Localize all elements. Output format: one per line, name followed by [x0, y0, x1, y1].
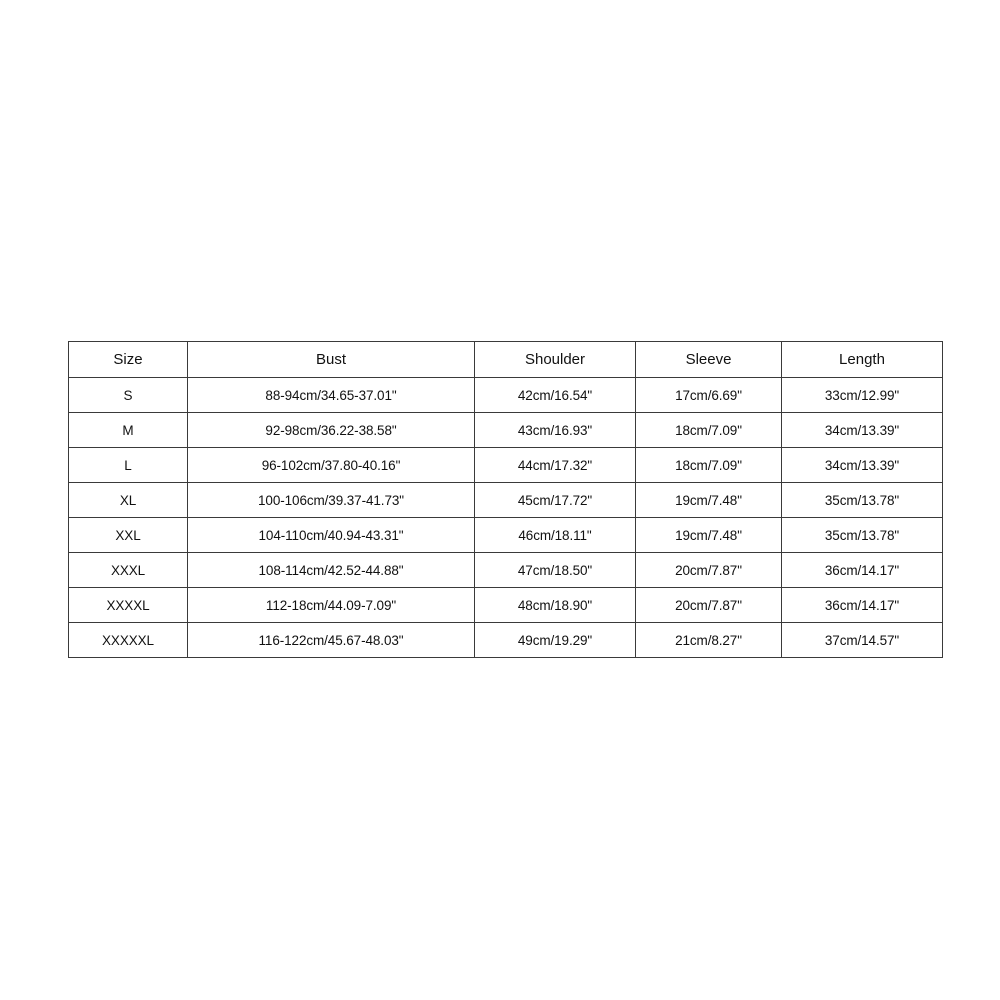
- table-row: [69, 483, 943, 518]
- table-row: [69, 588, 943, 623]
- cell-length: 35cm/13.78": [782, 518, 943, 553]
- table-row: [69, 378, 943, 413]
- header-bust: Bust: [188, 342, 475, 378]
- table-row: [69, 553, 943, 588]
- cell-length: 34cm/13.39": [782, 413, 943, 448]
- cell-shoulder: 45cm/17.72": [475, 483, 636, 518]
- cell-shoulder: 42cm/16.54": [475, 378, 636, 413]
- header-length: Length: [782, 342, 943, 378]
- cell-shoulder: 48cm/18.90": [475, 588, 636, 623]
- cell-size: M: [69, 413, 188, 448]
- table-row: [69, 413, 943, 448]
- cell-shoulder: 49cm/19.29": [475, 623, 636, 658]
- cell-sleeve: 19cm/7.48": [636, 518, 782, 553]
- cell-length: 33cm/12.99": [782, 378, 943, 413]
- cell-bust: 116-122cm/45.67-48.03": [188, 623, 475, 658]
- header-size: Size: [69, 342, 188, 378]
- cell-bust: 104-110cm/40.94-43.31": [188, 518, 475, 553]
- cell-sleeve: 18cm/7.09": [636, 448, 782, 483]
- cell-sleeve: 17cm/6.69": [636, 378, 782, 413]
- cell-shoulder: 43cm/16.93": [475, 413, 636, 448]
- table-header-row: [69, 342, 943, 378]
- cell-size: L: [69, 448, 188, 483]
- cell-size: XXXXXL: [69, 623, 188, 658]
- cell-bust: 88-94cm/34.65-37.01": [188, 378, 475, 413]
- cell-size: S: [69, 378, 188, 413]
- cell-sleeve: 19cm/7.48": [636, 483, 782, 518]
- table-row: [69, 448, 943, 483]
- cell-length: 35cm/13.78": [782, 483, 943, 518]
- cell-sleeve: 21cm/8.27": [636, 623, 782, 658]
- table-row: [69, 623, 943, 658]
- cell-sleeve: 20cm/7.87": [636, 588, 782, 623]
- cell-sleeve: 18cm/7.09": [636, 413, 782, 448]
- cell-shoulder: 46cm/18.11": [475, 518, 636, 553]
- table-row: [69, 518, 943, 553]
- header-sleeve: Sleeve: [636, 342, 782, 378]
- size-chart-table: [68, 341, 943, 658]
- cell-bust: 108-114cm/42.52-44.88": [188, 553, 475, 588]
- cell-bust: 112-18cm/44.09-7.09": [188, 588, 475, 623]
- header-shoulder: Shoulder: [475, 342, 636, 378]
- cell-size: XL: [69, 483, 188, 518]
- cell-size: XXXXL: [69, 588, 188, 623]
- cell-length: 34cm/13.39": [782, 448, 943, 483]
- cell-sleeve: 20cm/7.87": [636, 553, 782, 588]
- cell-length: 36cm/14.17": [782, 553, 943, 588]
- cell-bust: 92-98cm/36.22-38.58": [188, 413, 475, 448]
- cell-bust: 96-102cm/37.80-40.16": [188, 448, 475, 483]
- cell-bust: 100-106cm/39.37-41.73": [188, 483, 475, 518]
- cell-shoulder: 44cm/17.32": [475, 448, 636, 483]
- cell-size: XXXL: [69, 553, 188, 588]
- cell-shoulder: 47cm/18.50": [475, 553, 636, 588]
- cell-length: 36cm/14.17": [782, 588, 943, 623]
- cell-length: 37cm/14.57": [782, 623, 943, 658]
- cell-size: XXL: [69, 518, 188, 553]
